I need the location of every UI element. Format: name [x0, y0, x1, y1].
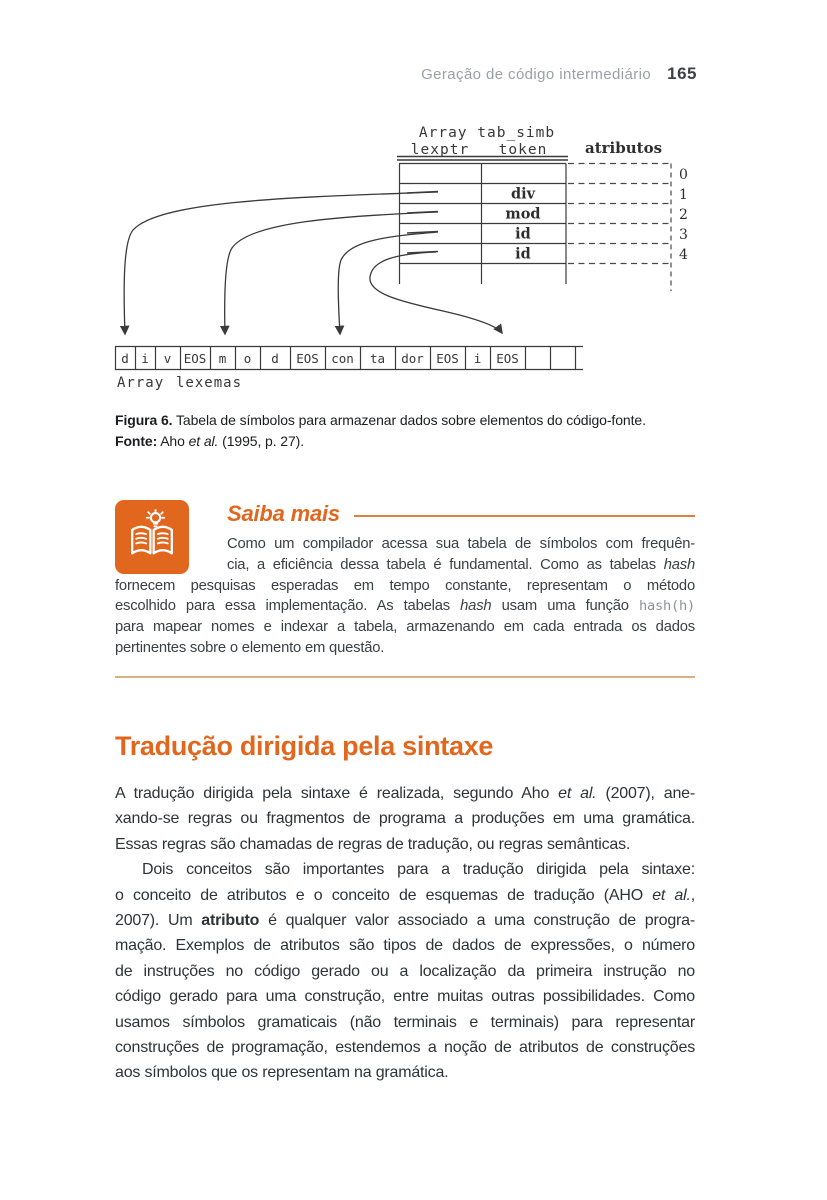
symbol-table-diagram	[112, 118, 695, 395]
text-line	[115, 1035, 695, 1060]
text-segment: aos símbolos que os representam na gramática.	[115, 1064, 449, 1082]
token-cell: mod	[505, 205, 541, 223]
lexeme-cell: o	[243, 351, 252, 366]
lexeme-cell: con	[331, 351, 354, 366]
saiba-mais-header	[227, 498, 695, 530]
pointer-arrow-id1	[338, 232, 438, 334]
text-segment: para mapear nomes e indexar a tabela, armazenando em cada entrada os dados	[115, 619, 695, 636]
text-segment: é qualquer valor associado a uma construção de progra-	[259, 912, 695, 930]
text-segment: cia, a eficiência dessa tabela é fundamental. Como as tabelas	[227, 556, 664, 573]
lexeme-cell: i	[141, 351, 149, 366]
book-lightbulb-icon	[115, 500, 189, 574]
text-segment: xando-se regras ou fragmentos de programa a produções em uma gramática.	[115, 810, 695, 828]
text-segment: de instruções no código gerado ou a localização da primeira instrução no	[115, 962, 695, 980]
saiba-mais-rule	[354, 515, 695, 517]
lexeme-cell: i	[473, 351, 482, 366]
text-segment: (2007), ane-	[596, 785, 695, 802]
text-segment: Figura 6.	[115, 412, 173, 428]
figure-col-token: token	[498, 142, 548, 158]
chapter-title: Geração de código intermediário	[421, 66, 652, 83]
lexeme-cell: EOS	[436, 351, 459, 366]
attribute-indices	[679, 167, 688, 263]
saiba-mais-box	[115, 498, 695, 659]
text-line	[115, 857, 695, 882]
lexeme-cell: ta	[369, 351, 386, 366]
text-segment: pertinentes sobre o elemento em questão.	[115, 639, 385, 656]
text-segment: et al.	[652, 886, 691, 904]
lexeme-cell: EOS	[296, 351, 319, 366]
figure-attributes-label: atributos	[585, 139, 663, 157]
text-segment: (1995, p. 27).	[218, 433, 305, 449]
symbol-table	[397, 157, 568, 285]
lexeme-cell: d	[271, 351, 279, 366]
text-segment: et al.	[558, 785, 597, 802]
text-line	[115, 1010, 695, 1035]
lexeme-cell: v	[163, 351, 172, 366]
attribute-index: 0	[679, 167, 688, 183]
text-segment: Aho	[157, 433, 189, 449]
text-segment: A tradução dirigida pela sintaxe é realizada, segundo Aho	[115, 785, 559, 802]
token-cell: div	[510, 185, 536, 203]
text-line	[115, 959, 695, 984]
lexeme-cell: m	[218, 351, 227, 366]
text-segment: Dois conceitos são importantes para a tradução dirigida pela sintaxe:	[142, 861, 695, 879]
saiba-mais-text	[115, 534, 695, 659]
figure-symbol-table	[112, 118, 695, 395]
text-line	[115, 638, 695, 659]
lexeme-cell: d	[121, 351, 129, 366]
body-text	[115, 781, 695, 1086]
lexeme-array-label2: lexemas	[176, 375, 243, 391]
text-segment: o conceito de atributos e o conceito de esquemas de tradução (AHO	[115, 886, 653, 904]
figure-source-text	[115, 431, 700, 452]
text-segment: Essas regras são chamadas de regras de tradução, ou regras semânticas.	[115, 835, 631, 853]
text-segment: Tabela de símbolos para armazenar dados sobre elementos do código-fonte.	[172, 412, 646, 428]
pointer-arrow-div	[124, 192, 438, 334]
text-segment: mação. Exemplos de atributos são tipos de dados de expressões, o número	[115, 937, 695, 955]
running-header	[0, 64, 697, 84]
section-heading: Tradução dirigida pela sintaxe	[115, 731, 494, 761]
text-segment: construções de programação, estendemos a noção de atributos de construções	[115, 1039, 695, 1057]
text-segment: ,	[690, 886, 695, 904]
saiba-mais-title: Saiba mais	[227, 501, 340, 526]
text-segment: hash(h)	[639, 598, 695, 615]
section-divider-rule	[115, 676, 695, 678]
text-line	[115, 933, 695, 958]
attribute-links	[568, 164, 671, 292]
attribute-index: 3	[679, 227, 688, 243]
text-line	[115, 1060, 695, 1085]
paragraph	[115, 857, 695, 1086]
text-line	[115, 832, 695, 857]
token-cell: id	[515, 225, 531, 243]
text-segment: et al.	[188, 433, 219, 449]
text-segment: atributo	[201, 912, 260, 930]
lexeme-array-label: Array	[117, 375, 165, 391]
text-line	[115, 883, 695, 908]
figure-table-name: Array tab_simb	[418, 125, 556, 141]
attribute-index: 1	[679, 187, 688, 203]
attribute-index: 4	[679, 247, 688, 263]
text-line	[115, 576, 695, 597]
figure-caption	[115, 410, 700, 452]
text-line	[115, 806, 695, 831]
text-segment: escolhido para essa implementação. As tabelas	[115, 598, 461, 615]
token-cell: id	[515, 245, 531, 263]
text-line	[115, 984, 695, 1009]
text-line	[115, 596, 695, 617]
lexeme-cell: EOS	[496, 351, 519, 366]
text-segment: hash	[663, 556, 695, 573]
text-segment: usamos símbolos gramaticais (não terminais e terminais) para representar	[115, 1013, 695, 1031]
figure-caption-text	[115, 410, 700, 431]
text-segment: Como um compilador acessa sua tabela de símbolos com frequên-	[227, 536, 695, 552]
text-line	[115, 908, 695, 933]
text-segment: usam uma função	[491, 598, 640, 615]
text-segment: hash	[460, 598, 492, 615]
text-line	[227, 534, 695, 555]
text-segment: fornecem pesquisas esperadas em tempo constante, representam o método	[115, 577, 695, 594]
page-number: 165	[667, 64, 697, 83]
lexeme-cell: dor	[401, 351, 424, 366]
lexeme-cell: EOS	[183, 351, 207, 366]
attribute-index: 2	[679, 207, 688, 223]
text-line	[115, 781, 695, 806]
figure-col-lexptr: lexptr	[410, 142, 470, 158]
paragraph	[115, 781, 695, 857]
text-line	[115, 617, 695, 638]
pointer-arrow-id2	[370, 252, 502, 333]
text-segment: Fonte:	[115, 433, 158, 449]
text-line	[227, 555, 695, 576]
text-segment: código gerado para uma construção, entre muitas outras possibilidades. Como	[115, 988, 695, 1006]
pointer-arrow-mod	[225, 212, 438, 334]
text-segment: 2007). Um	[115, 912, 202, 930]
